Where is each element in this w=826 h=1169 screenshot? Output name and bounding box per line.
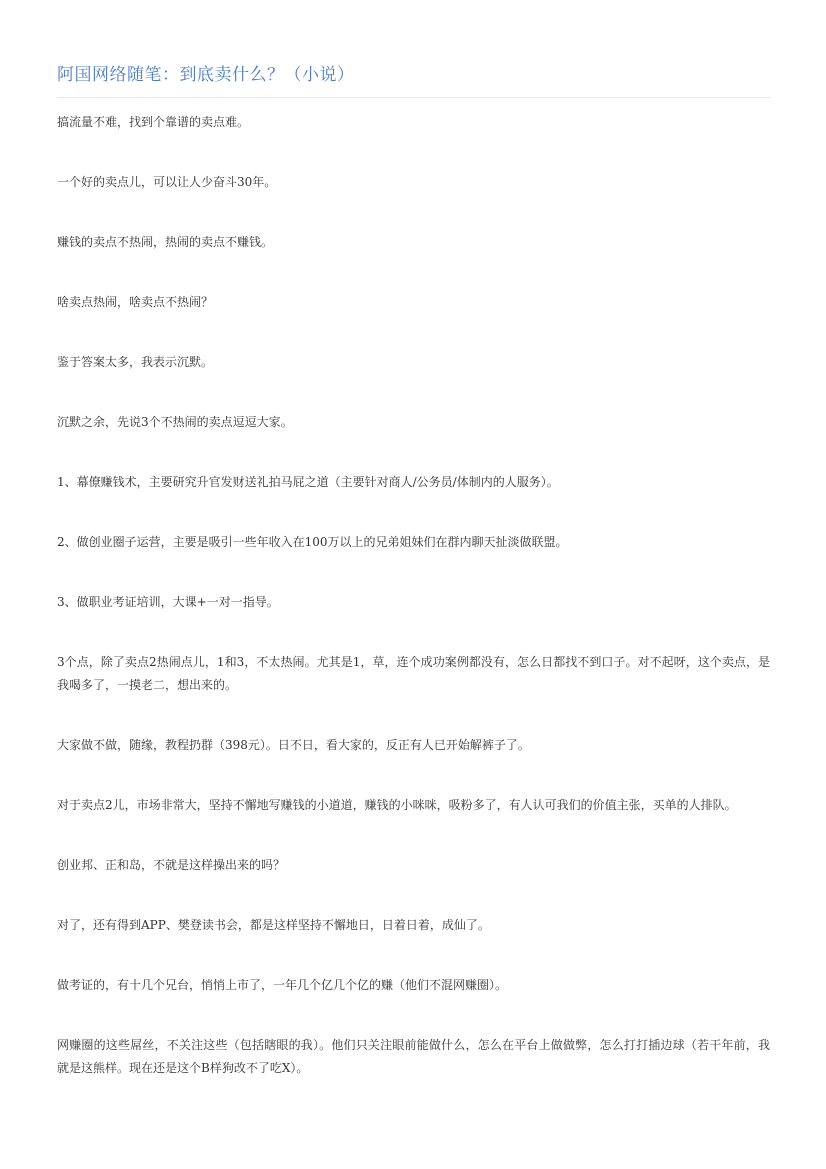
paragraph: 沉默之余，先说3个不热闹的卖点逗逗大家。 (57, 415, 293, 429)
paragraph: 搞流量不难，找到个靠谱的卖点难。 (57, 115, 250, 129)
title-divider (57, 97, 770, 98)
paragraph: 对了，还有得到APP、樊登读书会，都是这样坚持不懈地日，日着日着，成仙了。 (57, 918, 490, 932)
paragraph: 3、做职业考证培训，大课+一对一指导。 (57, 595, 279, 609)
article (57, 62, 770, 1080)
paragraph: 鉴于答案太多，我表示沉默。 (57, 355, 214, 369)
paragraph: 2、做创业圈子运营，主要是吸引一些年收入在100万以上的兄弟姐妹们在群内聊天扯淡做联盟。 (57, 535, 568, 549)
paragraph: 对于卖点2儿，市场非常大，坚持不懈地写赚钱的小道道，赚钱的小咪咪，吸粉多了，有人认可我们的价值主张，买单的人排队。 (57, 798, 737, 812)
article-body (57, 111, 770, 1080)
paragraph: 网赚圈的这些屌丝，不关注这些（包括瞎眼的我）。他们只关注眼前能做什么，怎么在平台上做做弊，怎么打打插边球（若干年前，我就是这熊样。现在还是这个B样狗改不了吃X）。 (57, 1038, 770, 1075)
paragraph: 创业邦、正和岛，不就是这样操出来的吗？ (57, 858, 286, 872)
article-title: 阿国网络随笔：到底卖什么？（小说） (57, 65, 355, 85)
paragraph: 啥卖点热闹，啥卖点不热闹？ (57, 295, 214, 309)
paragraph: 一个好的卖点儿，可以让人少奋斗30年。 (57, 175, 277, 189)
paragraph: 大家做不做，随缘，教程扔群（398元）。日不日，看大家的，反正有人已开始解裤子了。 (57, 738, 530, 752)
paragraph: 赚钱的卖点不热闹，热闹的卖点不赚钱。 (57, 235, 274, 249)
paragraph: 做考证的，有十几个兄台，悄悄上市了，一年几个亿几个亿的赚（他们不混网赚圈）。 (57, 978, 508, 992)
paragraph: 1、幕僚赚钱术，主要研究升官发财送礼拍马屁之道（主要针对商人/公务员/体制内的人服务）。 (57, 475, 559, 489)
paragraph: 3个点，除了卖点2热闹点儿，1和3，不太热闹。尤其是1，草，连个成功案例都没有，怎么日都找不到口子。对不起呀，这个卖点，是我喝多了，一摸老二，想出来的。 (57, 655, 770, 692)
